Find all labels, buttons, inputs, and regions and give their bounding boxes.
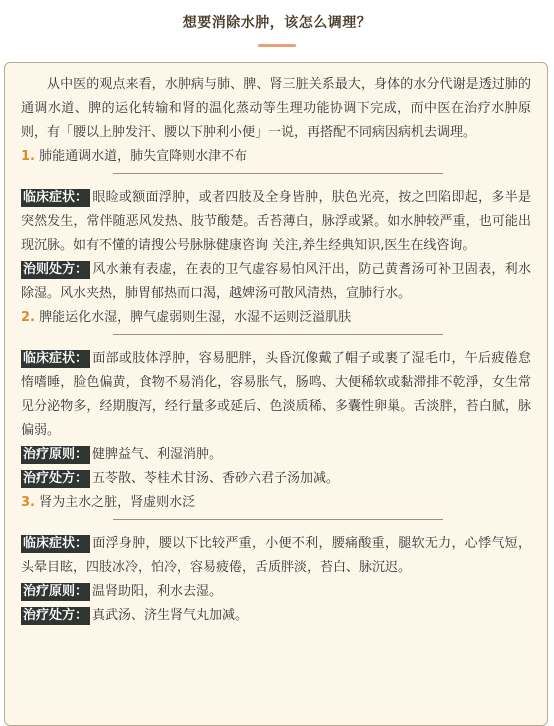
section-item <box>21 467 531 491</box>
item-tag: 治则处方： <box>23 262 89 277</box>
section-item <box>21 347 531 443</box>
section-item <box>21 186 531 258</box>
section-item <box>21 532 531 580</box>
section-heading <box>21 306 531 330</box>
section-item <box>21 443 531 467</box>
item-text: 风水兼有表虚，在表的卫气虚容易怕风汗出，防己黄耆汤可补卫固表，利水除湿。风水夹热，肺胃郁热而口渴，越婢汤可散风清热，宣肺行水。 <box>21 262 531 301</box>
item-text: 眼睑或额面浮肿，或者四肢及全身皆肿，肤色光亮，按之凹陷即起，多半是突然发生，常伴随恶风发热、肢节酸楚。舌苔薄白，脉浮或紧。如水肿较严重，也可能出现沉脉。如有不懂的请搜公号脉脉健康咨询 关注,养生经典知识,医生在线咨询。 <box>21 190 531 253</box>
section-title: 肾为主水之脏，肾虚则水泛 <box>39 495 196 510</box>
section-title: 肺能通调水道，肺失宣降则水津不布 <box>39 149 248 164</box>
item-tag: 治疗原则： <box>23 584 89 599</box>
page-title: 想要消除水肿，该怎么调理？ <box>182 15 372 31</box>
section-item <box>21 258 531 306</box>
item-text: 面部或肢体浮肿，容易肥胖，头昏沉像戴了帽子或裹了湿毛巾，午后疲倦怠惰嗜睡，脸色偏黄，食物不易消化，容易胀气，肠鸣、大便稀软或黏滞排不乾淨，女生常见分泌物多，经期腹泻，经行量多或延后、色淡质稀、多囊性卵巢。舌淡胖，苔白腻，脉偏弱。 <box>21 351 531 438</box>
section-title: 脾能运化水湿，脾气虚弱则生湿，水湿不运则泛溢肌肤 <box>39 310 352 325</box>
section-divider <box>113 173 443 174</box>
title-underline <box>258 44 296 47</box>
section-item <box>21 604 531 628</box>
section-number: 2. <box>21 310 35 325</box>
item-text: 五苓散、苓桂术甘汤、香砂六君子汤加减。 <box>92 471 340 486</box>
section-item <box>21 580 531 604</box>
item-tag: 临床症状： <box>23 351 89 366</box>
page-header <box>0 0 554 60</box>
section-divider <box>113 334 443 335</box>
item-tag: 临床症状： <box>23 536 89 551</box>
item-tag: 治疗处方： <box>23 608 89 623</box>
content-card <box>4 62 548 726</box>
intro-paragraph: 从中医的观点来看，水肿病与肺、脾、肾三脏关系最大，身体的水分代谢是透过肺的通调水道、脾的运化转输和肾的温化蒸动等生理功能协调下完成，而中医在治疗水肿原则，有「腰以上肿发汗、腰以下肿利小便」一说，再搭配不同病因病机去调理。 <box>21 77 531 140</box>
item-tag: 治疗处方： <box>23 471 89 486</box>
item-tag: 治疗原则： <box>23 447 89 462</box>
item-text: 真武汤、济生肾气丸加减。 <box>92 608 249 623</box>
section-heading <box>21 145 531 169</box>
section-divider <box>113 519 443 520</box>
item-tag: 临床症状： <box>23 190 89 205</box>
item-text: 面浮身肿，腰以下比较严重，小便不利，腰痛酸重，腿软无力，心悸气短，头晕目眩，四肢冰冷，怕冷，容易疲倦，舌质胖淡，苔白、脉沉迟。 <box>21 536 531 575</box>
section-number: 3. <box>21 495 35 510</box>
item-text: 温肾助阳，利水去湿。 <box>92 584 223 599</box>
item-text: 健脾益气、利湿消肿。 <box>92 447 223 462</box>
section-heading <box>21 491 531 515</box>
section-number: 1. <box>21 149 35 164</box>
